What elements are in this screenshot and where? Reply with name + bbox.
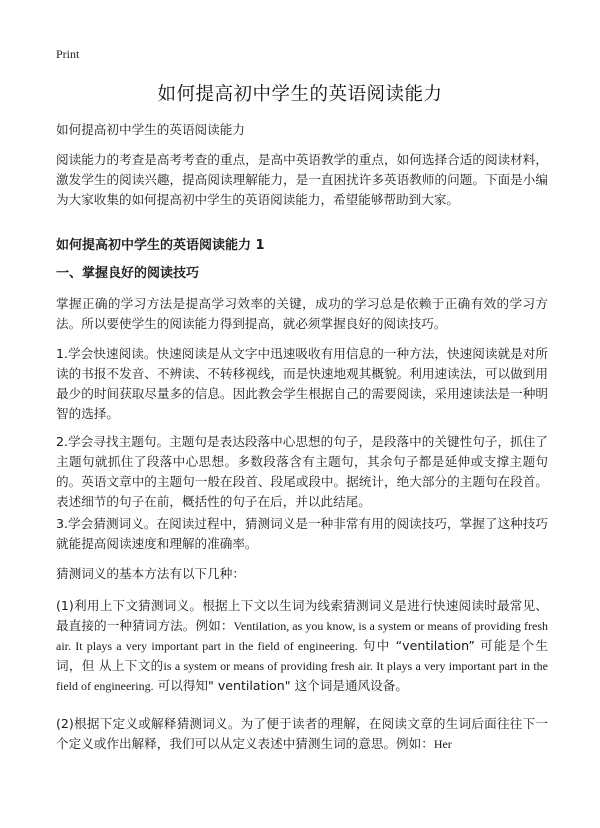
definition-example-start: Her bbox=[433, 737, 452, 751]
intro-paragraph: 阅读能力的考查是高考考查的重点，是高中英语教学的重点，如何选择合适的阅读材料，激发学生的阅读兴趣，提高阅读理解能力，是一直困扰许多英语教师的问题。下面是小编为大家收集的如何提高初中学生的英语阅读能力，希望能够帮助到大家。 bbox=[56, 152, 548, 207]
topic-sentence-paragraph: 2.学会寻找主题句。主题句是表达段落中心思想的句子，是段落中的关键性句子，抓住了主题句就抓住了段落中心思想。多数段落含有主题句，其余句子都是延伸或支撑主题句的。英语文章中的主题句一般在段首、段尾或段中。据统计，绝大部分的主题句在段首。表述细节的句子在前，概括性的句子在后，并以此结尾。 bbox=[56, 434, 548, 509]
example-english-2: is a system or means of providing fresh air. It plays a very important part in the field of engineering. bbox=[56, 659, 548, 693]
page-title: 如何提高初中学生的英语阅读能力 bbox=[157, 84, 443, 105]
basic-methods-line: 猜测词义的基本方法有以下几种： bbox=[56, 566, 245, 581]
definition-guess-text: (2)根据下定义或解释猜测词义。为了便于读者的理解，在阅读文章的生词后面往往下一个定义或作出解释，我们可以从定义表述中猜测生词的意思。例如： bbox=[56, 716, 548, 751]
context-guess-conclusion: 可以得知" ventilation" 这个词是通风设备。 bbox=[153, 678, 408, 693]
print-label: Print bbox=[56, 47, 80, 61]
guess-meaning-paragraph: 3.学会猜测词义。在阅读过程中，猜测词义是一种非常有用的阅读技巧，掌握了这种技巧就能提高阅读速度和理解的准确率。 bbox=[56, 516, 548, 551]
fast-reading-paragraph: 1.学会快速阅读。快速阅读是从文字中迅速吸收有用信息的一种方法，快速阅读就是对所读的书报不发音、不辨读、不转移视线，而是快速地观其概貌。利用速读法，可以做到用最少的时间获取尽量多的信息。因此教会学生根据自己的需要阅读，采用速读法是一种明智的选择。 bbox=[56, 346, 548, 421]
context-guess-text: (1)利用上下文猜测词义。根据上下文以生词为线索猜测词义是进行快速阅读时最常见、最直接的一种猜词方法。例如： bbox=[56, 598, 548, 633]
method-paragraph: 掌握正确的学习方法是提高学习效率的关键，成功的学习总是依赖于正确有效的学习方法。所以要使学生的阅读能力得到提高，就必须掌握良好的阅读技巧。 bbox=[56, 296, 548, 331]
part-heading: 一、掌握良好的阅读技巧 bbox=[56, 266, 200, 281]
context-guess-paragraph bbox=[56, 596, 548, 696]
example-english-1: Ventilation, as you know, is a system or means of providing fresh air. It plays a very important part in the field of engineering. bbox=[56, 619, 548, 653]
section-heading: 如何提高初中学生的英语阅读能力 1 bbox=[56, 238, 265, 253]
subtitle: 如何提高初中学生的英语阅读能力 bbox=[56, 122, 245, 137]
context-guess-explain: 句中 “ventilation” 可能是个生词，但 从上下文的 bbox=[56, 638, 548, 673]
definition-guess-paragraph bbox=[56, 714, 548, 754]
